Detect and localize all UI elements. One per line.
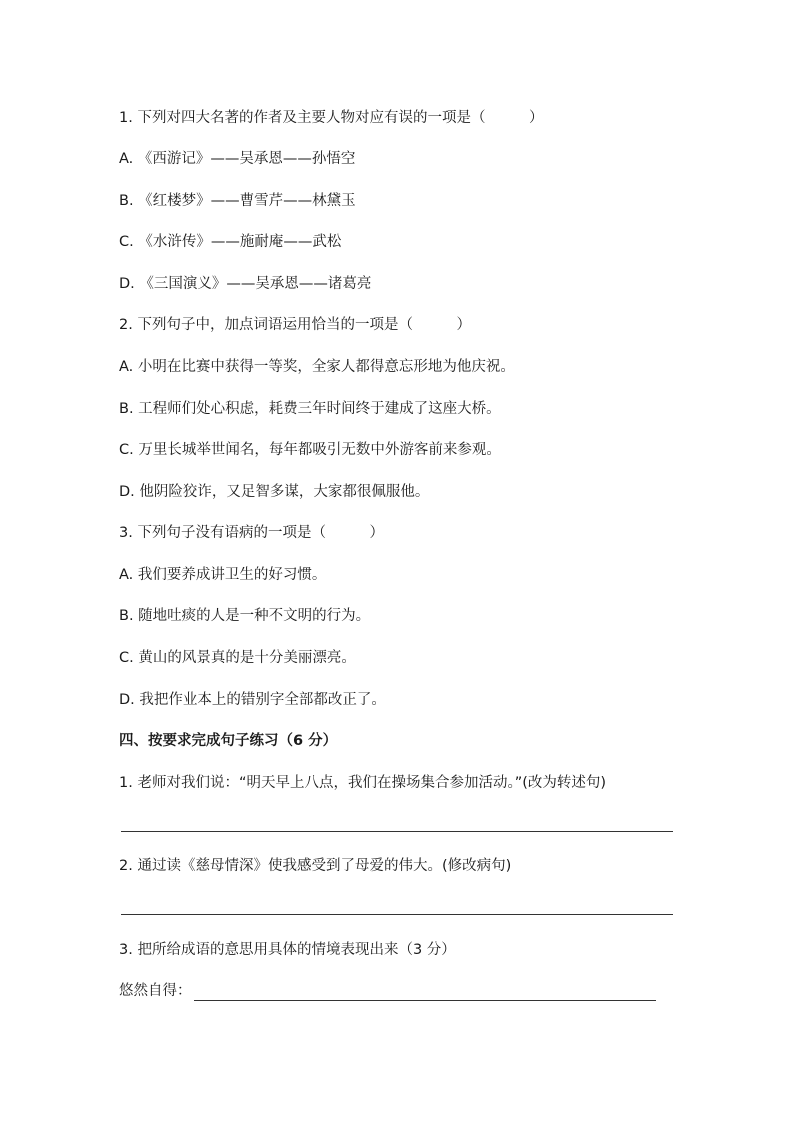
question-3-stem: 3. 下列句子没有语病的一项是（ ） [119, 525, 384, 541]
question-1-option-d: D. 《三国演义》——吴承恩——诸葛亮 [119, 276, 372, 292]
question-1-option-a: A. 《西游记》——吴承恩——孙悟空 [119, 151, 356, 167]
section-4-title: 四、按要求完成句子练习（6 分） [119, 733, 338, 749]
question-2-stem: 2. 下列句子中，加点词语运用恰当的一项是（ ） [119, 317, 471, 333]
answer-line-1[interactable] [121, 831, 673, 832]
question-2-option-b: B. 工程师们处心积虑，耗费三年时间终于建成了这座大桥。 [119, 401, 501, 417]
question-3-option-c: C. 黄山的风景真的是十分美丽漂亮。 [119, 650, 356, 666]
idiom-label: 悠然自得： [119, 983, 192, 999]
question-3-option-d: D. 我把作业本上的错别字全部都改正了。 [119, 692, 386, 708]
question-3-option-b: B. 随地吐痰的人是一种不文明的行为。 [119, 608, 371, 624]
section-4-question-2: 2. 通过读《慈母情深》使我感受到了母爱的伟大。(修改病句) [119, 858, 512, 874]
question-2-option-c: C. 万里长城举世闻名，每年都吸引无数中外游客前来参观。 [119, 442, 501, 458]
question-1-option-c: C. 《水浒传》——施耐庵——武松 [119, 234, 342, 250]
answer-line-2[interactable] [121, 914, 673, 915]
question-1-option-b: B. 《红楼梦》——曹雪芹——林黛玉 [119, 193, 356, 209]
question-3-option-a: A. 我们要养成讲卫生的好习惯。 [119, 567, 327, 583]
question-2-option-d: D. 他阴险狡诈，又足智多谋，大家都很佩服他。 [119, 484, 430, 500]
question-2-option-a: A. 小明在比赛中获得一等奖，全家人都得意忘形地为他庆祝。 [119, 359, 515, 375]
idiom-answer-line[interactable] [194, 986, 656, 1001]
question-1-stem: 1. 下列对四大名著的作者及主要人物对应有误的一项是（ ） [119, 110, 544, 126]
section-4-question-3: 3. 把所给成语的意思用具体的情境表现出来（3 分） [119, 942, 456, 958]
idiom-item-row [119, 981, 656, 1001]
section-4-question-1: 1. 老师对我们说：“明天早上八点，我们在操场集合参加活动。”(改为转述句) [119, 775, 607, 791]
